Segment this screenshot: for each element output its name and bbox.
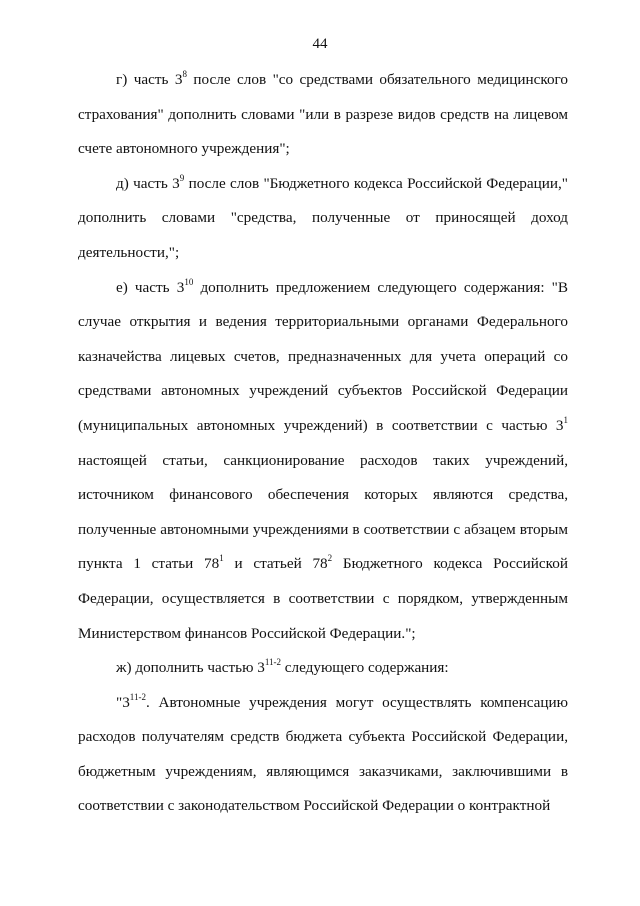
text-run: . Автономные учреждения могут осуществлять компенсацию расходов получателям средств бюджета субъекта Российской Федерации, бюджетным учреждениям, являющимся заказчиками, заключившими в соответствии с законодательством Российской Федерации о контрактной [78, 693, 568, 815]
paragraph-quote [78, 686, 568, 824]
superscript: 11-2 [264, 657, 281, 668]
text-run: "3 [116, 693, 130, 711]
superscript: 10 [184, 276, 194, 287]
superscript: 9 [179, 172, 185, 183]
superscript: 8 [182, 68, 187, 79]
superscript: 11-2 [129, 691, 146, 702]
page-number: 44 [312, 36, 328, 52]
text-run: Бюджетного кодекса Российской Федерации, осуществляется в соответствии с порядком, утвержденным Министерством финансов Российской Федерации."; [78, 555, 568, 642]
text-run: следующего содержания: [280, 659, 449, 677]
superscript: 1 [219, 553, 224, 564]
document-body [78, 63, 568, 824]
text-run: е) часть 3 [116, 278, 185, 296]
text-run: после слов "со средствами обязательного медицинского страхования" дополнить словами "или в разрезе видов средств на лицевом счете автономного учреждения"; [78, 71, 568, 158]
paragraph-d [78, 167, 568, 271]
paragraph-zh [78, 651, 568, 686]
text-run: после слов "Бюджетного кодекса Российской Федерации," дополнить словами "средства, полученные от приносящей доход деятельности,"; [78, 174, 568, 261]
text-run: настоящей статьи, санкционирование расходов таких учреждений, источником финансового обеспечения которых являются средства, полученные автономными учреждениями в соответствии с абзацем вторым пункта 1 статьи 78 [78, 451, 568, 573]
text-run: дополнить предложением следующего содержания: "В случае открытия и ведения территориальными органами Федерального казначейства лицевых счетов, предназначенных для учета операций со средствами автономных учреждений субъектов Российской Федерации (муниципальных автономных учреждений) в соответствии с частью 3 [78, 278, 568, 434]
text-run: г) часть 3 [116, 71, 183, 88]
text-run: и статьей 78 [223, 555, 328, 573]
paragraph-g [78, 63, 568, 167]
superscript: 2 [327, 553, 333, 564]
superscript: 1 [563, 414, 568, 425]
paragraph-e [78, 271, 568, 652]
text-run: д) часть 3 [116, 174, 180, 192]
text-run: ж) дополнить частью 3 [116, 659, 265, 677]
